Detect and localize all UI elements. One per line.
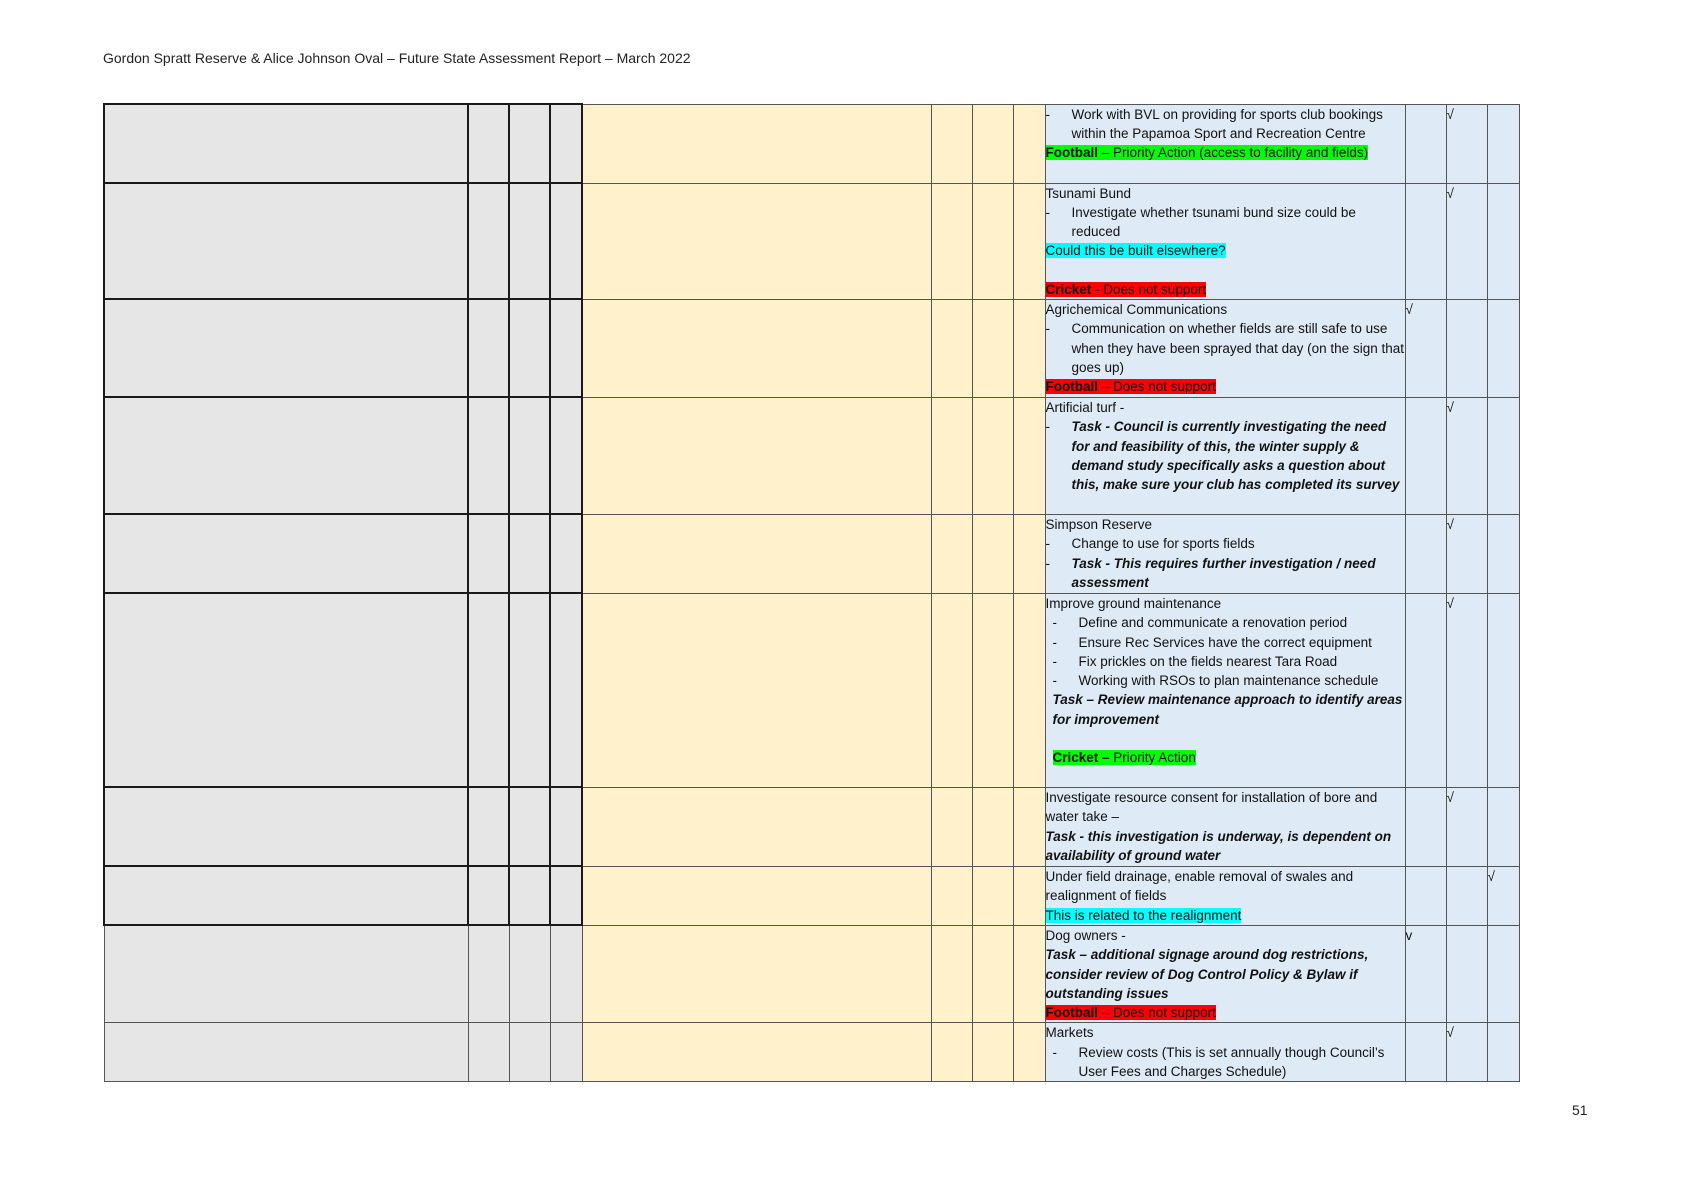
note-highlight: Could this be built elsewhere? [1045, 243, 1226, 259]
table-row [104, 183, 1519, 299]
item-title: Agrichemical Communications [1045, 301, 1228, 317]
list-item: - Communication on whether fields are still safe to use when they have been sprayed that day (on the sign that goes up) [1045, 321, 1404, 375]
table-row [104, 299, 1519, 397]
table-row [104, 1023, 1519, 1082]
list-item: - Investigate whether tsunami bund size could be reduced [1045, 204, 1356, 240]
task-text: Task – additional signage around dog restrictions, consider review of Dog Control Policy & Bylaw if outstanding issues [1045, 947, 1369, 1001]
action-cell [1045, 183, 1405, 299]
item-title: Improve ground maintenance [1045, 595, 1222, 611]
check-mark: √ [1446, 593, 1487, 787]
list-item: - Task - Council is currently investigating the need for and feasibility of this, the winter supply & demand study specifically asks a question about this, make sure your club has completed its survey [1045, 419, 1400, 493]
check-mark: √ [1446, 397, 1487, 514]
table-row [104, 593, 1519, 787]
priority-tag: Football – Priority Action (access to facility and fields) [1045, 145, 1369, 161]
list-item: - Task - This requires further investigation / need assessment [1045, 555, 1376, 590]
list-item: - Ensure Rec Services have the correct equipment [1052, 634, 1372, 650]
task-text: Task – Review maintenance approach to identify areas for improvement [1052, 692, 1403, 727]
item-title: Simpson Reserve [1045, 516, 1153, 532]
table-row [104, 104, 1519, 183]
support-tag: Football – Does not support [1045, 1005, 1216, 1021]
list-item: - Change to use for sports fields [1045, 536, 1255, 552]
support-tag: Football – Does not support [1045, 379, 1216, 395]
list-item: - Work with BVL on providing for sports club bookings within the Papamoa Sport and Recreation Centre [1045, 106, 1383, 141]
check-mark: v [1405, 925, 1446, 1022]
assessment-table [103, 103, 1520, 1082]
check-mark: √ [1405, 299, 1446, 397]
item-title: Under field drainage, enable removal of swales and realignment of fields [1045, 868, 1354, 904]
action-cell [1045, 925, 1405, 1022]
action-cell [1045, 104, 1405, 183]
check-mark: √ [1446, 1023, 1487, 1082]
priority-tag: Cricket – Priority Action [1052, 750, 1196, 766]
page-number: 51 [1572, 1102, 1588, 1118]
list-item: - Review costs (This is set annually though Council’s User Fees and Charges Schedule) [1052, 1044, 1385, 1080]
action-cell [1045, 593, 1405, 787]
action-cell [1045, 866, 1405, 925]
item-title: Dog owners - [1045, 927, 1126, 943]
note-highlight: This is related to the realignment [1045, 907, 1242, 923]
check-mark: √ [1446, 514, 1487, 593]
task-text: Task - this investigation is underway, is dependent on availability of ground water [1045, 828, 1392, 863]
list-item: - Define and communicate a renovation period [1052, 615, 1348, 631]
item-title: Investigate resource consent for installation of bore and water take – [1045, 789, 1378, 825]
action-cell [1045, 397, 1405, 514]
check-mark: √ [1446, 183, 1487, 299]
action-cell [1045, 514, 1405, 593]
support-tag: Cricket - Does not support [1045, 281, 1207, 297]
document-header: Gordon Spratt Reserve & Alice Johnson Oval – Future State Assessment Report – March 2022 [103, 50, 691, 66]
table-row [104, 397, 1519, 514]
check-mark: √ [1446, 787, 1487, 866]
check-mark: √ [1487, 866, 1519, 925]
table-row [104, 866, 1519, 925]
item-title: Artificial turf - [1045, 399, 1125, 415]
action-cell [1045, 1023, 1405, 1082]
check-mark: √ [1446, 104, 1487, 183]
action-cell [1045, 299, 1405, 397]
item-title: Markets [1045, 1025, 1094, 1041]
list-item: - Working with RSOs to plan maintenance schedule [1052, 673, 1379, 689]
list-item: - Fix prickles on the fields nearest Tara Road [1052, 653, 1338, 669]
item-title: Tsunami Bund [1045, 185, 1132, 201]
table-row [104, 787, 1519, 866]
table-row [104, 925, 1519, 1022]
action-cell [1045, 787, 1405, 866]
table-row [104, 514, 1519, 593]
